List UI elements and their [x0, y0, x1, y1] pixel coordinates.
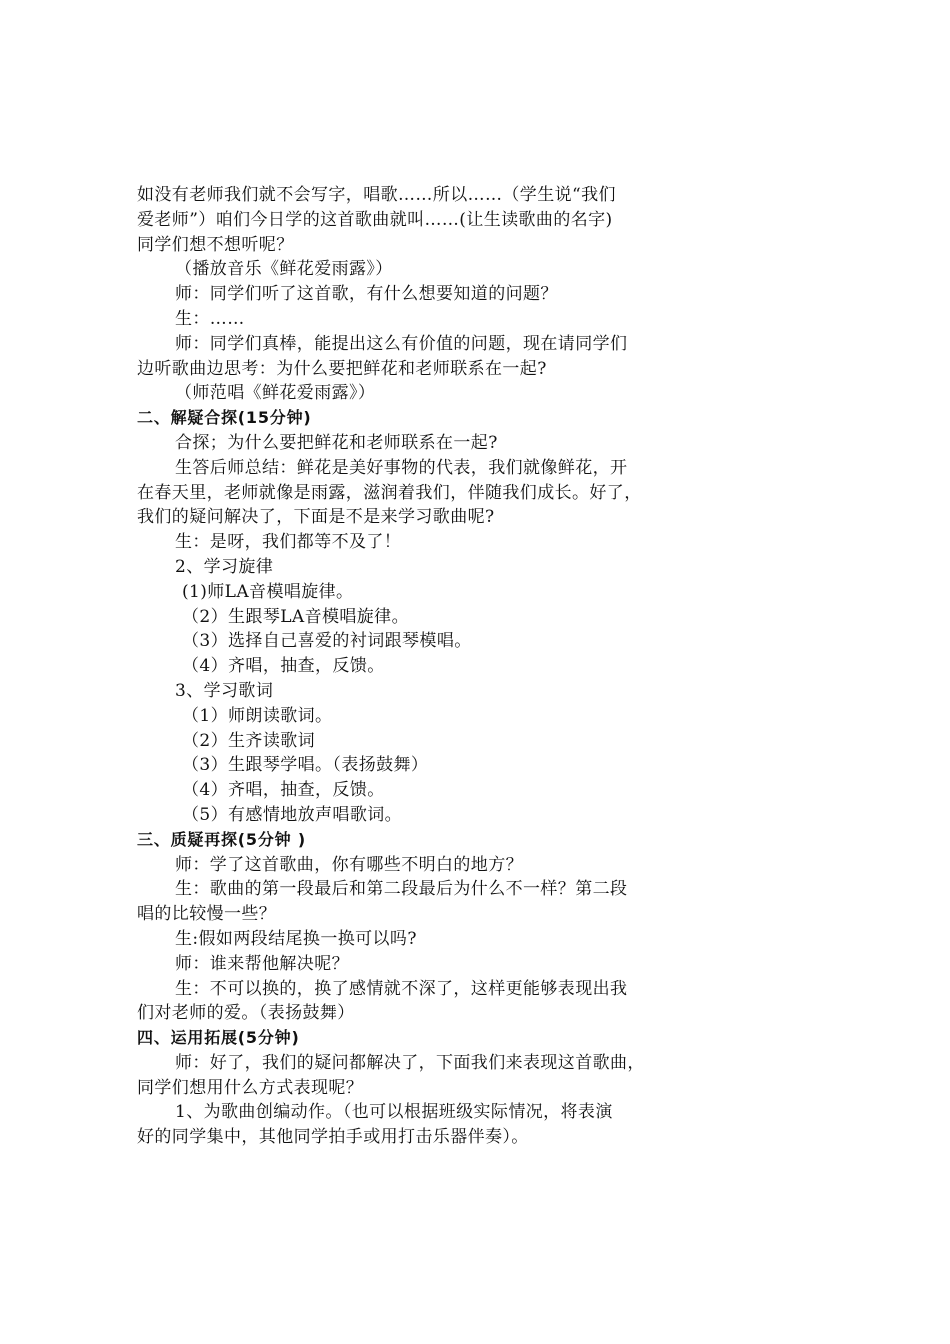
- text-line: 师：好了，我们的疑问都解决了，下面我们来表现这首歌曲，: [175, 1052, 645, 1073]
- list-item: 3、学习歌词: [175, 680, 274, 701]
- text-line: （师范唱《鲜花爱雨露》）: [175, 383, 376, 404]
- document-body: [137, 183, 697, 1150]
- text-line: 我们的疑问解决了，下面是不是来学习歌曲呢?: [137, 507, 495, 528]
- text-line: 同学们想不想听呢？: [137, 234, 294, 255]
- text-line: 们对老师的爱。（表扬鼓舞）: [137, 1003, 355, 1024]
- list-item: （4）齐唱，抽查，反馈。: [182, 780, 385, 801]
- text-line: 在春天里，老师就像是雨露，滋润着我们，伴随我们成长。好了，: [137, 482, 642, 503]
- text-line: 师：同学们听了这首歌，有什么想要知道的问题？: [175, 284, 558, 305]
- list-item: （4）齐唱，抽查，反馈。: [182, 656, 385, 677]
- text-line: 如没有老师我们就不会写字，唱歌……所以……（学生说“我们: [137, 185, 616, 205]
- text-line: 同学们想用什么方式表现呢？: [137, 1077, 364, 1098]
- text-line: 师：谁来帮他解决呢？: [175, 953, 349, 974]
- list-item: （1）师朗读歌词。: [182, 705, 333, 726]
- list-item: 2、学习旋律: [175, 556, 274, 577]
- text-line: 生:假如两段结尾换一换可以吗?: [175, 928, 417, 949]
- section-heading: 三、质疑再探(5分钟 ): [137, 829, 306, 849]
- list-item: （3）生跟琴学唱。（表扬鼓舞）: [182, 755, 429, 776]
- list-item: 1、为歌曲创编动作。（也可以根据班级实际情况，将表演: [175, 1102, 613, 1123]
- text-line: 生：是呀，我们都等不及了！: [175, 532, 402, 553]
- text-line: 爱老师”）咱们今日学的这首歌曲就叫……(让生读歌曲的名字): [137, 209, 613, 230]
- text-line: 生：……: [175, 308, 245, 329]
- text-line: 好的同学集中，其他同学拍手或用打击乐器伴奏）。: [137, 1127, 529, 1148]
- text-line: 师：同学们真棒，能提出这么有价值的问题，现在请同学们: [175, 333, 628, 354]
- text-line: 合探；为什么要把鲜花和老师联系在一起?: [175, 432, 498, 453]
- text-line: 生：歌曲的第一段最后和第二段最后为什么不一样？第二段: [175, 879, 628, 900]
- list-item: （5）有感情地放声唱歌词。: [182, 804, 403, 825]
- section-heading: 二、解疑合探(15分钟): [137, 408, 312, 428]
- list-item: （2）生齐读歌词: [182, 730, 316, 751]
- text-line: 生：不可以换的，换了感情就不深了，这样更能够表现出我: [175, 978, 628, 999]
- text-line: 唱的比较慢一些？: [137, 904, 277, 925]
- list-item: (1)师LA音模唱旋律。: [182, 581, 354, 602]
- text-line: 边听歌曲边思考：为什么要把鲜花和老师联系在一起?: [137, 358, 547, 379]
- list-item: （3）选择自己喜爱的衬词跟琴模唱。: [182, 631, 472, 652]
- text-line: （播放音乐《鲜花爱雨露》）: [175, 259, 393, 280]
- section-heading: 四、运用拓展(5分钟): [137, 1028, 300, 1048]
- list-item: （2）生跟琴LA音模唱旋律。: [182, 606, 409, 627]
- text-line: 生答后师总结：鲜花是美好事物的代表，我们就像鲜花，开: [175, 457, 628, 478]
- text-line: 师：学了这首歌曲，你有哪些不明白的地方？: [175, 854, 523, 875]
